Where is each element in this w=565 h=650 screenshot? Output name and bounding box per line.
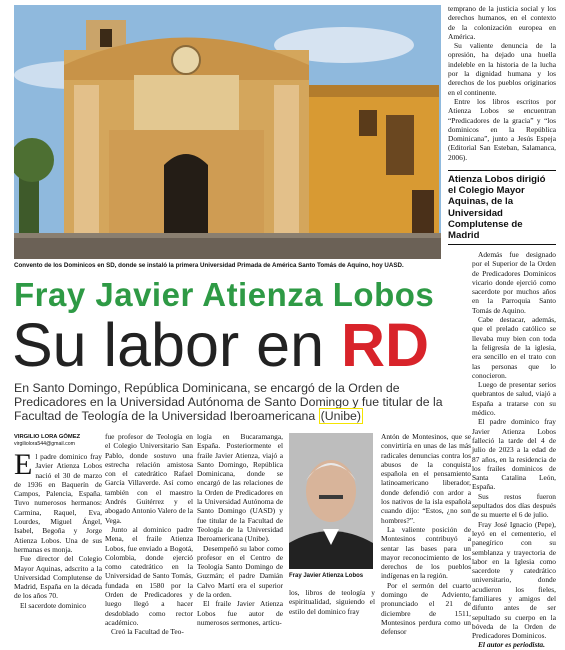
body-paragraph: fue profesor de Teología en el Colegio Universitario San Pablo, donde sostuvo una estrecha relación amistosa con el catedrático Rafael García Villaverde. Así como también con el maestro Andrés Guitérrez y el abogado Antonio Valero de la Vega. [105, 432, 193, 525]
body-paragraph: Cabe destacar, además, que el prelado católico se llevaba muy bien con toda la feligresía de la iglesia, era sencillo en el trato con las personas que lo conocieron. [472, 315, 556, 380]
body-paragraph: Fue director del Colegio Mayor Aquinas, adscrito a la Universidad Complutense de Madrid, España en la década de los años 70. [14, 554, 102, 601]
body-paragraph: Desempeñó su labor como profesor en el Centro de Teología Santo Domingo de Guzmán; el padre Damián Calvo Martí era el superior de la orden. [197, 543, 283, 600]
body-paragraph: Luego de presentar serios quebrantos de salud, viajó a España a tratarse con su médico. [472, 380, 556, 418]
body-column-5 [381, 432, 471, 637]
body-column-3 [197, 432, 283, 627]
dek-text: En Santo Domingo, República Dominicana, se encargó de la Orden de Predicadores en la Universidad Autónoma de Santo Domingo y fue titular de la Facultad de Teología de la Universidad Iberoamericana [14, 381, 443, 423]
headline-title-main: Su labor en [12, 311, 324, 379]
dek-highlight: (Unibe) [320, 409, 361, 423]
body-column-6-top [448, 4, 556, 162]
body-paragraph: Creó la Facultad de Teo- [111, 627, 184, 637]
body-column-2 [105, 432, 193, 637]
pull-quote-text: Atienza Lobos dirigió el Colegio Mayor Aquinas, de la Universidad Complutense de Madrid [448, 174, 546, 242]
body-column-6-bottom [472, 250, 556, 650]
body-paragraph: logía en Bucaramanga, España. Posteriormente el fraile Javier Atienza, viajó a Santo Domingo, República Dominicana, donde se encargó de las relaciones de la Orden de Predicadores en la Universidad Autónoma de Santo Domingo (UASD) y fue titular de la Facultad de Teología de la Universidad Iberoamericana (Unibe). [197, 432, 283, 544]
body-paragraph: l padre dominico fray Javier Atienza Lobos nació el 30 de marzo de 1936 en Baquerín de Campos, Palencia, España. Tuvo numerosos hermanos: Carmina, Raquel, Eva, Lourdes, Miguel Ángel, Isabel, Begoña y Jorge Atienza Lobos. Una de sus hermanas es monja. [14, 452, 102, 554]
body-paragraph: Antón de Montesinos, que se convirtiría en unas de las más radicales denuncias contra los abusos de la conquista española en el pensamiento latinoamericano liberador, donde defendió con ardor a los nativos de la isla española cuando dijo: “Estos, ¿no son hombres?”. [381, 432, 471, 525]
headline-kicker: Fray Javier Atienza Lobos [14, 276, 435, 313]
body-paragraph: El padre dominico fray Javier Atienza Lobos falleció la tarde del 4 de julio de 2023 a la edad de 87 años, en la residencia de los frailes dominicos de Santa Catalina León, España. [472, 417, 556, 492]
pull-quote [448, 170, 556, 245]
body-column-1 [14, 448, 102, 610]
convent-illustration [14, 5, 441, 259]
dek [14, 381, 446, 423]
author-note: El autor es periodista. [478, 640, 545, 650]
drop-cap: E [14, 448, 33, 481]
portrait-photo [289, 433, 373, 569]
headline-title-accent: RD [340, 311, 430, 379]
body-paragraph: El sacerdote dominico [20, 600, 87, 610]
headline-title [12, 312, 429, 378]
portrait-illustration [289, 433, 373, 569]
body-paragraph: Fray José Ignacio (Pepe), leyó en el cementerio, el panegírico con su semblanza y trayectoria de labor en la Iglesia como sacerdote y catedrático universitario, donde acudieron los fieles, familiares y amigos del difunto antes de ser sepultado su cuerpo en la bóveda de la Orden de Predicadores Dominicos. [472, 519, 556, 641]
byline-email: virgiliolora544@gmail.com [14, 441, 75, 447]
main-photo-caption: Convento de los Dominicos en SD, donde se instaló la primera Universidad Primada de América Santo Tomás de Aquino, hoy UASD. [14, 262, 404, 269]
main-photo [14, 5, 441, 259]
byline-name: VIRGILIO LORA GÓMEZ [14, 434, 81, 440]
body-paragraph: Entre los libros escritos por Atienza Lobos se encuentran “Predicadores de la gracia” y “los dominicos en la República Dominicana”, junto a Jesús Espeja (Editorial San Esteban, Salamanca, 2006). [448, 96, 556, 162]
body-paragraph: Su valiente denuncia de la opresión, ha dejado una huella indeleble en la historia de la lucha por la dignidad humana y los derechos de los pueblos originarios en el continente. [448, 41, 556, 97]
body-column-4-bottom [289, 588, 375, 616]
body-paragraph: Sus restos fueron sepultados dos días después de su muerte el 6 de julio. [472, 491, 556, 520]
body-paragraph: Por el sermón del cuarto domingo de Adviento, pronunciado el 21 de diciembre de 1511, Montesinos perdura como un defensor [381, 580, 471, 637]
body-paragraph: El fraile Javier Atienza Lobos fue autor de numerosos sermones, artícu- [197, 599, 283, 627]
body-paragraph: los, libros de teología y espiritualidad, siguiendo el estilo del dominico fray [289, 588, 375, 616]
body-paragraph: Junto al dominico padre Mena, el fraile Atienza Lobos, fue enviado a Bogotá, Colombia, donde ejerció como catedrático en la Universidad de Santo Tomás, fundada en 1580 por la Orden de Predicadores y luego llegó a hacer desdoblado como rector académico. [105, 524, 193, 627]
body-paragraph: La valiente posición de Montesinos contribuyó a sentar las bases para un mayor reconocimiento de los derechos de los pueblos indígenas en la región. [381, 524, 471, 581]
body-paragraph: Además fue designado por el Superior de la Orden de Predicadores Dominicos vicario donde ejerció como sacerdote por muchos años en la Parroquia Santo Tomás de Aquino. [472, 250, 556, 315]
body-paragraph: temprano de la justicia social y los derechos humanos, en el contexto de la colonización europea en América. [448, 4, 556, 41]
portrait-caption: Fray Javier Atienza Lobos [289, 573, 364, 579]
